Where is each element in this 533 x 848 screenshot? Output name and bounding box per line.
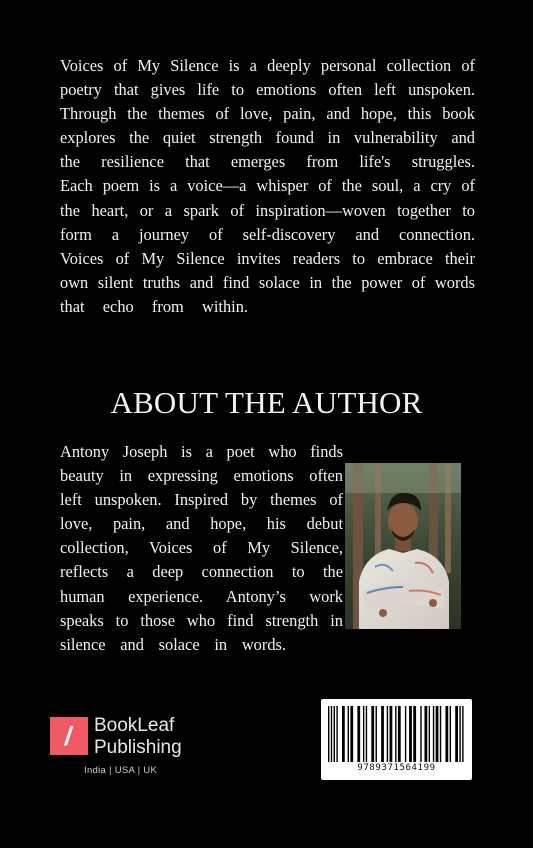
publisher-name [94, 715, 182, 759]
barcode-bar [331, 706, 332, 762]
barcode-bar [334, 706, 335, 762]
blurb-line: the heart, or a spark of inspiration—woven together to [60, 200, 475, 220]
blurb-line: Each poem is a voice—a whisper of the soul, a cry of [60, 176, 475, 196]
isbn-barcode [321, 699, 472, 780]
barcode-bar [357, 706, 360, 762]
bio-line: collection, Voices of My Silence, [60, 538, 343, 558]
barcode-bar [420, 706, 421, 762]
blurb-line: Voices of My Silence is a deeply personal collection of [60, 56, 475, 75]
barcode-bar [405, 706, 406, 762]
barcode-bar [350, 706, 353, 762]
barcode-bar [433, 706, 434, 762]
barcode-bar [387, 706, 388, 762]
blurb-line: Voices of My Silence invites readers to embrace their [60, 248, 475, 268]
about-author-heading: ABOUT THE AUTHOR [110, 385, 423, 420]
barcode-bar [328, 706, 329, 762]
bio-line: silence and solace in words. [60, 634, 286, 654]
barcode-bar [413, 706, 416, 762]
blurb-line: explores the quiet strength found in vulnerability and [60, 128, 475, 148]
bio-line: Antony Joseph is a poet who finds [60, 442, 343, 461]
barcode-bar [445, 706, 448, 762]
bio-line: reflects a deep connection to the [60, 562, 343, 582]
barcode-bar [381, 706, 384, 762]
publisher-logo [50, 715, 210, 785]
author-photo [345, 463, 461, 629]
bio-line: human experience. Antony’s work [60, 586, 343, 606]
barcode-bar [376, 706, 377, 762]
blurb-line: that echo from within. [60, 296, 248, 316]
barcode-bar [440, 706, 441, 762]
barcode-bar [459, 706, 460, 762]
blurb-line: Through the themes of love, pain, and hope, this book [60, 104, 475, 124]
bio-line: speaks to those who find strength in [60, 610, 343, 630]
barcode-bar [436, 706, 439, 762]
author-bio [60, 440, 343, 657]
bio-line: beauty in expressing emotions often [60, 466, 343, 486]
barcode-bar [336, 706, 337, 762]
barcode-bar [395, 706, 396, 762]
blurb-line: own silent truths and find solace in the power of words [60, 272, 475, 292]
publisher-name-line2: Publishing [94, 737, 182, 758]
isbn-number: 9789371564199 [357, 763, 436, 773]
bookleaf-logo-icon [50, 717, 88, 755]
barcode-bar [424, 706, 427, 762]
barcode-bar [409, 706, 412, 762]
publisher-regions: India | USA | UK [84, 765, 158, 776]
barcode-bar [455, 706, 458, 762]
blurb-line: form a journey of self-discovery and connection. [60, 224, 475, 244]
barcode-bar [450, 706, 451, 762]
author-portrait-illustration [345, 463, 461, 629]
barcode-bar [429, 706, 430, 762]
barcode-bar [462, 706, 463, 762]
publisher-name-line1: BookLeaf [94, 715, 175, 736]
book-blurb [60, 54, 475, 319]
barcode-bar [363, 706, 364, 762]
barcode-bars [328, 706, 465, 762]
barcode-bar [348, 706, 349, 762]
barcode-bar [366, 706, 367, 762]
barcode-bar [398, 706, 401, 762]
barcode-bar [342, 706, 345, 762]
blurb-line: poetry that gives life to emotions often left unspoken. [60, 80, 475, 100]
bio-line: left unspoken. Inspired by themes of [60, 490, 343, 510]
bio-line: love, pain, and hope, his debut [60, 514, 343, 534]
barcode-bar [371, 706, 374, 762]
logo-slash-glyph: / [63, 720, 75, 751]
barcode-bar [390, 706, 393, 762]
blurb-line: the resilience that emerges from life's struggles. [60, 152, 475, 172]
